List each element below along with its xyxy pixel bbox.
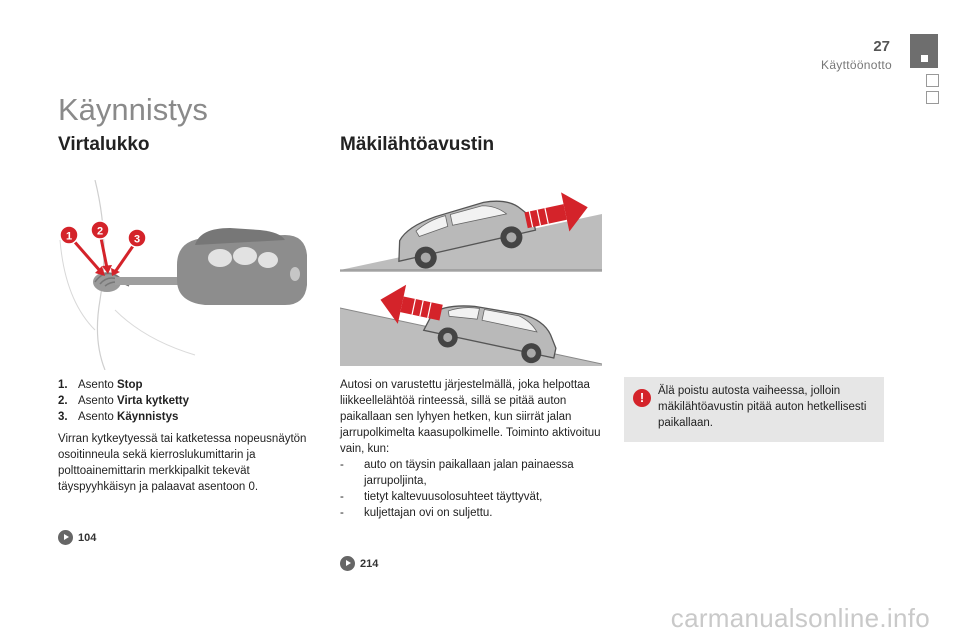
marker-label-1: 1 (65, 230, 73, 243)
warning-icon: ! (633, 389, 651, 407)
watermark: carmanualsonline.info (670, 603, 930, 633)
conditions-list (340, 457, 610, 521)
hill-start-heading: Mäkilähtöavustin (340, 134, 495, 155)
position-number: 3. (58, 411, 68, 423)
list-item (58, 409, 189, 425)
list-item: - kuljettajan ovi on suljettu. (340, 505, 610, 521)
position-state: Stop (117, 379, 143, 391)
position-prefix: Asento (78, 395, 114, 407)
ignition-key-illustration (55, 180, 320, 370)
arrow-right-icon (58, 530, 73, 545)
ignition-positions-list (58, 377, 189, 425)
page-title: Käynnistys (58, 92, 208, 127)
hill-start-description (340, 377, 610, 521)
reference-page: 214 (360, 557, 379, 570)
reference-page: 104 (78, 531, 97, 544)
warning-box (624, 377, 884, 442)
position-number: 2. (58, 395, 68, 407)
position-marker-3 (111, 229, 146, 276)
section-tab-active[interactable] (910, 34, 938, 68)
car-downhill-illustration (340, 280, 602, 366)
car-uphill-illustration (340, 176, 602, 272)
position-state: Virta kytketty (117, 395, 190, 407)
list-item (58, 377, 189, 393)
section-tab[interactable] (926, 91, 939, 104)
remote-key-fob (177, 228, 307, 305)
virtalukko-heading: Virtalukko (58, 134, 150, 155)
position-number: 1. (58, 379, 68, 391)
list-item: - tietyt kaltevuusolosuhteet täyttyvät, (340, 489, 610, 505)
list-item (58, 393, 189, 409)
section-name: Käyttöönotto (821, 58, 892, 72)
marker-label-2: 2 (96, 225, 104, 238)
list-item: - auto on täysin paikallaan jalan painaessa jarrupoljinta, (340, 457, 610, 489)
page-reference-link[interactable] (340, 556, 378, 571)
page-reference-link[interactable] (58, 530, 96, 545)
position-state: Käynnistys (117, 411, 179, 423)
ignition-description: Virran kytkeytyessä tai katketessa nopeusnäytön osoitinneula sekä kierroslukumittarin ja polttoainemittarin merkkipalkit tekevät täyspyyhkäisyn ja palaavat asentoon 0. (58, 433, 307, 493)
hill-start-intro: Autosi on varustettu järjestelmällä, joka helpottaa liikkeellelähtöä rinteessä, sillä se pitää auton paikallaan sen lyhyen hetken, kun siirrät jalan jarrupolkimelta kaasupolkimelle. Toiminto aktivoituu vain, kun: (340, 379, 601, 455)
warning-text: Älä poistu autosta vaiheessa, jolloin mäkilähtöavustin pitää auton hetkellisesti paikallaan. (658, 385, 867, 429)
position-prefix: Asento (78, 411, 114, 423)
page-number: 27 (873, 38, 890, 55)
position-prefix: Asento (78, 379, 114, 391)
arrow-right-icon (340, 556, 355, 571)
section-tab[interactable] (926, 74, 939, 87)
tab-marker-icon (921, 55, 928, 62)
marker-label-3: 3 (133, 233, 141, 246)
